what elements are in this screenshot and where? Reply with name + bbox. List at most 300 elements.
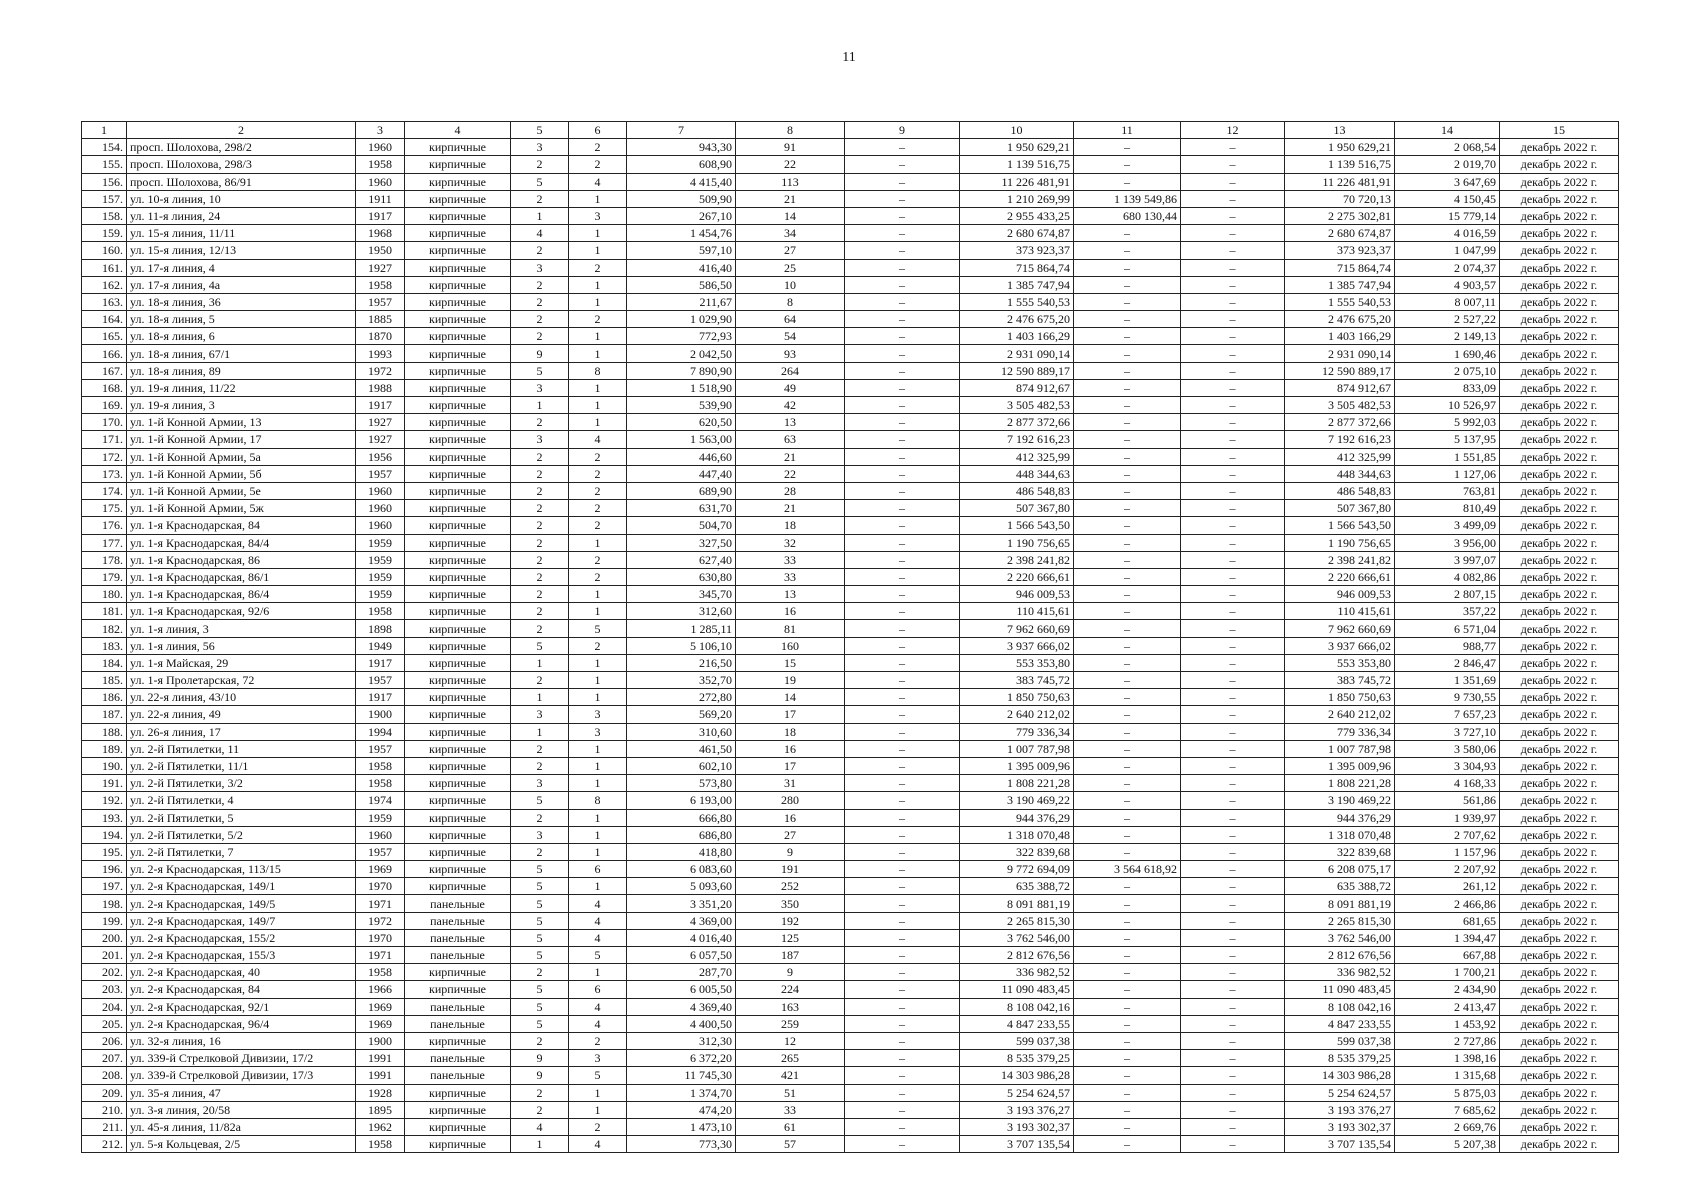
cell-col-12: – [1181,981,1285,998]
cell-cost-total: 12 590 889,17 [960,362,1074,379]
cell-year-built: 1917 [356,689,405,706]
cell-cost-13: 11 090 483,45 [1285,981,1395,998]
cell-year-built: 1911 [356,190,405,207]
cell-cost-13: 322 839,68 [1285,843,1395,860]
cell-deadline: декабрь 2022 г. [1500,448,1619,465]
cell-col-9: – [845,242,960,259]
cell-col-11: – [1074,929,1181,946]
cell-wall-material: кирпичные [405,276,511,293]
cell-col-9: – [845,947,960,964]
cell-wall-material: панельные [405,1050,511,1067]
cell-cost-total: 2 265 815,30 [960,912,1074,929]
cell-wall-material: кирпичные [405,843,511,860]
cell-cost-per-sqm: 4 903,57 [1395,276,1500,293]
cell-col-9: – [845,207,960,224]
cell-cost-total: 2 680 674,87 [960,225,1074,242]
table-row [82,379,1619,396]
table-row [82,311,1619,328]
cell-entrances: 4 [569,1015,627,1032]
cell-wall-material: кирпичные [405,757,511,774]
cell-residents: 28 [736,482,845,499]
cell-wall-material: кирпичные [405,517,511,534]
table-row [82,465,1619,482]
cell-cost-per-sqm: 2 434,90 [1395,981,1500,998]
cell-col-9: – [845,981,960,998]
cell-entrances: 2 [569,637,627,654]
table-row [82,620,1619,637]
table-row [82,586,1619,603]
cell-address: ул. 1-я линия, 3 [127,620,356,637]
cell-year-built: 1991 [356,1067,405,1084]
cell-row-number: 197. [82,878,127,895]
cell-col-11: – [1074,362,1181,379]
cell-cost-per-sqm: 7 685,62 [1395,1101,1500,1118]
cell-year-built: 1957 [356,843,405,860]
cell-row-number: 210. [82,1101,127,1118]
cell-col-9: – [845,878,960,895]
cell-wall-material: кирпичные [405,397,511,414]
cell-address: ул. 3-я линия, 20/58 [127,1101,356,1118]
cell-cost-13: 1 007 787,98 [1285,740,1395,757]
cell-cost-13: 1 385 747,94 [1285,276,1395,293]
cell-deadline: декабрь 2022 г. [1500,225,1619,242]
cell-cost-per-sqm: 2 846,47 [1395,654,1500,671]
cell-col-12: – [1181,1136,1285,1153]
cell-residents: 21 [736,448,845,465]
column-number-3: 3 [356,122,405,139]
cell-wall-material: панельные [405,895,511,912]
cell-col-9: – [845,964,960,981]
cell-entrances: 1 [569,328,627,345]
cell-cost-per-sqm: 2 727,86 [1395,1032,1500,1049]
cell-row-number: 211. [82,1118,127,1135]
table-row [82,929,1619,946]
cell-address: ул. 18-я линия, 36 [127,293,356,310]
cell-address: ул. 1-й Конной Армии, 5а [127,448,356,465]
cell-floors: 9 [511,345,569,362]
cell-floors: 5 [511,362,569,379]
cell-residents: 16 [736,740,845,757]
cell-col-9: – [845,414,960,431]
cell-col-11: – [1074,156,1181,173]
cell-area: 2 042,50 [627,345,736,362]
cell-row-number: 174. [82,482,127,499]
cell-area: 1 518,90 [627,379,736,396]
cell-floors: 2 [511,156,569,173]
cell-cost-total: 3 707 135,54 [960,1136,1074,1153]
cell-wall-material: кирпичные [405,225,511,242]
cell-col-12: – [1181,843,1285,860]
table-row [82,534,1619,551]
cell-address: ул. 35-я линия, 47 [127,1084,356,1101]
cell-residents: 33 [736,551,845,568]
cell-year-built: 1970 [356,878,405,895]
cell-row-number: 205. [82,1015,127,1032]
cell-deadline: декабрь 2022 г. [1500,517,1619,534]
table-row [82,792,1619,809]
cell-col-11: – [1074,534,1181,551]
cell-wall-material: кирпичные [405,293,511,310]
cell-wall-material: кирпичные [405,345,511,362]
cell-cost-total: 1 950 629,21 [960,139,1074,156]
cell-residents: 64 [736,311,845,328]
cell-residents: 224 [736,981,845,998]
cell-floors: 2 [511,448,569,465]
cell-col-12: – [1181,242,1285,259]
cell-col-9: – [845,328,960,345]
cell-area: 6 083,60 [627,861,736,878]
cell-cost-per-sqm: 810,49 [1395,500,1500,517]
table-row [82,723,1619,740]
cell-cost-total: 1 007 787,98 [960,740,1074,757]
cell-year-built: 1958 [356,1136,405,1153]
cell-address: ул. 32-я линия, 16 [127,1032,356,1049]
cell-deadline: декабрь 2022 г. [1500,637,1619,654]
cell-cost-total: 1 190 756,65 [960,534,1074,551]
cell-entrances: 4 [569,173,627,190]
table-row [82,861,1619,878]
cell-wall-material: кирпичные [405,792,511,809]
cell-col-11: – [1074,586,1181,603]
cell-wall-material: кирпичные [405,826,511,843]
cell-floors: 3 [511,775,569,792]
cell-residents: 113 [736,173,845,190]
cell-col-9: – [845,1136,960,1153]
cell-col-11: – [1074,895,1181,912]
cell-col-11: – [1074,947,1181,964]
cell-residents: 61 [736,1118,845,1135]
cell-wall-material: панельные [405,998,511,1015]
cell-address: ул. 11-я линия, 24 [127,207,356,224]
cell-deadline: декабрь 2022 г. [1500,482,1619,499]
cell-cost-13: 448 344,63 [1285,465,1395,482]
cell-cost-total: 779 336,34 [960,723,1074,740]
cell-wall-material: кирпичные [405,775,511,792]
column-number-11: 11 [1074,122,1181,139]
cell-floors: 5 [511,998,569,1015]
cell-col-11: 3 564 618,92 [1074,861,1181,878]
cell-wall-material: кирпичные [405,156,511,173]
cell-deadline: декабрь 2022 г. [1500,861,1619,878]
cell-entrances: 1 [569,964,627,981]
cell-deadline: декабрь 2022 г. [1500,912,1619,929]
cell-col-9: – [845,1032,960,1049]
cell-address: ул. 1-я Краснодарская, 84 [127,517,356,534]
cell-address: ул. 2-й Пятилетки, 5/2 [127,826,356,843]
cell-entrances: 1 [569,345,627,362]
table-row [82,689,1619,706]
cell-cost-total: 946 009,53 [960,586,1074,603]
cell-col-9: – [845,586,960,603]
cell-entrances: 4 [569,912,627,929]
cell-cost-13: 2 476 675,20 [1285,311,1395,328]
cell-deadline: декабрь 2022 г. [1500,689,1619,706]
cell-floors: 2 [511,964,569,981]
cell-residents: 18 [736,723,845,740]
cell-cost-per-sqm: 2 527,22 [1395,311,1500,328]
cell-wall-material: кирпичные [405,672,511,689]
cell-row-number: 157. [82,190,127,207]
cell-wall-material: кирпичные [405,809,511,826]
cell-wall-material: кирпичные [405,1084,511,1101]
cell-cost-total: 1 403 166,29 [960,328,1074,345]
cell-col-11: – [1074,465,1181,482]
cell-col-9: – [845,1015,960,1032]
cell-residents: 15 [736,654,845,671]
cell-residents: 264 [736,362,845,379]
cell-row-number: 169. [82,397,127,414]
cell-floors: 2 [511,534,569,551]
cell-year-built: 1960 [356,500,405,517]
cell-cost-per-sqm: 7 657,23 [1395,706,1500,723]
cell-col-9: – [845,843,960,860]
cell-deadline: декабрь 2022 г. [1500,792,1619,809]
cell-residents: 9 [736,843,845,860]
cell-floors: 9 [511,1067,569,1084]
cell-area: 4 369,40 [627,998,736,1015]
cell-row-number: 178. [82,551,127,568]
cell-area: 447,40 [627,465,736,482]
column-number-7: 7 [627,122,736,139]
cell-wall-material: кирпичные [405,723,511,740]
cell-entrances: 1 [569,757,627,774]
cell-address: ул. 15-я линия, 12/13 [127,242,356,259]
cell-col-12: – [1181,1050,1285,1067]
cell-col-9: – [845,139,960,156]
cell-cost-13: 8 535 379,25 [1285,1050,1395,1067]
cell-residents: 31 [736,775,845,792]
cell-col-12: – [1181,929,1285,946]
cell-cost-per-sqm: 833,09 [1395,379,1500,396]
cell-cost-per-sqm: 1 157,96 [1395,843,1500,860]
housing-registry-table [81,121,1619,1153]
cell-wall-material: кирпичные [405,465,511,482]
cell-address: ул. 22-я линия, 49 [127,706,356,723]
cell-area: 772,93 [627,328,736,345]
cell-floors: 5 [511,792,569,809]
cell-cost-per-sqm: 5 875,03 [1395,1084,1500,1101]
cell-col-12: – [1181,826,1285,843]
cell-residents: 160 [736,637,845,654]
cell-row-number: 179. [82,568,127,585]
cell-cost-total: 322 839,68 [960,843,1074,860]
cell-year-built: 1958 [356,603,405,620]
cell-deadline: декабрь 2022 г. [1500,534,1619,551]
cell-address: ул. 2-й Пятилетки, 11/1 [127,757,356,774]
cell-floors: 5 [511,861,569,878]
cell-row-number: 187. [82,706,127,723]
cell-floors: 3 [511,139,569,156]
cell-col-12: – [1181,964,1285,981]
cell-col-9: – [845,345,960,362]
table-row [82,757,1619,774]
cell-area: 345,70 [627,586,736,603]
cell-year-built: 1928 [356,1084,405,1101]
cell-cost-13: 11 226 481,91 [1285,173,1395,190]
cell-area: 474,20 [627,1101,736,1118]
cell-residents: 21 [736,190,845,207]
cell-deadline: декабрь 2022 г. [1500,981,1619,998]
cell-year-built: 1972 [356,912,405,929]
cell-floors: 5 [511,637,569,654]
cell-col-12: – [1181,259,1285,276]
cell-year-built: 1949 [356,637,405,654]
table-row [82,482,1619,499]
cell-row-number: 182. [82,620,127,637]
cell-floors: 2 [511,465,569,482]
cell-year-built: 1927 [356,259,405,276]
cell-cost-13: 2 265 815,30 [1285,912,1395,929]
cell-deadline: декабрь 2022 г. [1500,414,1619,431]
cell-cost-total: 412 325,99 [960,448,1074,465]
cell-residents: 27 [736,242,845,259]
column-number-5: 5 [511,122,569,139]
cell-row-number: 172. [82,448,127,465]
cell-area: 631,70 [627,500,736,517]
cell-col-9: – [845,1118,960,1135]
cell-entrances: 1 [569,534,627,551]
cell-wall-material: панельные [405,912,511,929]
cell-residents: 33 [736,1101,845,1118]
cell-floors: 2 [511,603,569,620]
cell-deadline: декабрь 2022 г. [1500,397,1619,414]
cell-year-built: 1958 [356,757,405,774]
cell-col-9: – [845,465,960,482]
cell-cost-13: 6 208 075,17 [1285,861,1395,878]
cell-entrances: 5 [569,1067,627,1084]
table-row [82,998,1619,1015]
cell-col-12: – [1181,345,1285,362]
cell-cost-total: 9 772 694,09 [960,861,1074,878]
cell-entrances: 1 [569,689,627,706]
cell-col-12: – [1181,895,1285,912]
cell-year-built: 1958 [356,964,405,981]
cell-col-12: – [1181,603,1285,620]
cell-wall-material: кирпичные [405,414,511,431]
cell-cost-total: 1 385 747,94 [960,276,1074,293]
cell-cost-total: 14 303 986,28 [960,1067,1074,1084]
cell-cost-total: 8 108 042,16 [960,998,1074,1015]
cell-col-11: – [1074,964,1181,981]
cell-cost-total: 4 847 233,55 [960,1015,1074,1032]
cell-floors: 2 [511,1032,569,1049]
cell-area: 6 372,20 [627,1050,736,1067]
table-row [82,912,1619,929]
cell-cost-13: 3 190 469,22 [1285,792,1395,809]
cell-col-11: – [1074,173,1181,190]
cell-year-built: 1960 [356,139,405,156]
cell-area: 504,70 [627,517,736,534]
cell-col-12: – [1181,654,1285,671]
cell-cost-total: 8 091 881,19 [960,895,1074,912]
cell-wall-material: кирпичные [405,1101,511,1118]
cell-cost-13: 5 254 624,57 [1285,1084,1395,1101]
cell-entrances: 1 [569,379,627,396]
cell-cost-13: 2 931 090,14 [1285,345,1395,362]
table-row [82,242,1619,259]
cell-floors: 2 [511,276,569,293]
cell-col-9: – [845,998,960,1015]
cell-cost-per-sqm: 2 149,13 [1395,328,1500,345]
cell-col-9: – [845,534,960,551]
cell-floors: 5 [511,1015,569,1032]
cell-deadline: декабрь 2022 г. [1500,723,1619,740]
cell-row-number: 181. [82,603,127,620]
cell-entrances: 1 [569,414,627,431]
cell-col-9: – [845,654,960,671]
table-row [82,568,1619,585]
cell-col-9: – [845,620,960,637]
cell-col-12: – [1181,689,1285,706]
cell-cost-13: 3 707 135,54 [1285,1136,1395,1153]
cell-cost-13: 1 808 221,28 [1285,775,1395,792]
cell-area: 3 351,20 [627,895,736,912]
cell-cost-total: 3 193 376,27 [960,1101,1074,1118]
cell-col-11: – [1074,706,1181,723]
cell-address: ул. 26-я линия, 17 [127,723,356,740]
cell-cost-total: 1 566 543,50 [960,517,1074,534]
cell-floors: 2 [511,672,569,689]
cell-col-12: – [1181,500,1285,517]
cell-wall-material: кирпичные [405,328,511,345]
cell-row-number: 191. [82,775,127,792]
cell-cost-per-sqm: 1 690,46 [1395,345,1500,362]
cell-area: 211,67 [627,293,736,310]
cell-deadline: декабрь 2022 г. [1500,1032,1619,1049]
table-row [82,1118,1619,1135]
cell-col-12: – [1181,775,1285,792]
cell-col-12: – [1181,672,1285,689]
cell-deadline: декабрь 2022 г. [1500,568,1619,585]
cell-address: ул. 1-й Конной Армии, 5б [127,465,356,482]
cell-area: 1 454,76 [627,225,736,242]
cell-floors: 2 [511,414,569,431]
table-row [82,207,1619,224]
cell-deadline: декабрь 2022 г. [1500,1015,1619,1032]
cell-residents: 57 [736,1136,845,1153]
cell-col-12: – [1181,397,1285,414]
cell-floors: 5 [511,895,569,912]
cell-floors: 3 [511,259,569,276]
cell-floors: 2 [511,500,569,517]
cell-year-built: 1917 [356,397,405,414]
cell-cost-total: 3 937 666,02 [960,637,1074,654]
cell-entrances: 2 [569,311,627,328]
cell-cost-13: 3 193 302,37 [1285,1118,1395,1135]
cell-col-9: – [845,1084,960,1101]
cell-floors: 9 [511,1050,569,1067]
cell-col-12: – [1181,551,1285,568]
cell-cost-13: 779 336,34 [1285,723,1395,740]
cell-cost-13: 3 937 666,02 [1285,637,1395,654]
cell-cost-total: 7 192 616,23 [960,431,1074,448]
cell-wall-material: кирпичные [405,964,511,981]
cell-cost-total: 2 476 675,20 [960,311,1074,328]
cell-deadline: декабрь 2022 г. [1500,465,1619,482]
cell-col-9: – [845,259,960,276]
cell-col-9: – [845,276,960,293]
cell-floors: 2 [511,293,569,310]
cell-row-number: 166. [82,345,127,362]
cell-residents: 19 [736,672,845,689]
cell-col-11: – [1074,740,1181,757]
table-row [82,276,1619,293]
cell-col-12: – [1181,757,1285,774]
cell-cost-13: 2 812 676,56 [1285,947,1395,964]
cell-row-number: 183. [82,637,127,654]
cell-cost-per-sqm: 2 807,15 [1395,586,1500,603]
cell-cost-13: 14 303 986,28 [1285,1067,1395,1084]
